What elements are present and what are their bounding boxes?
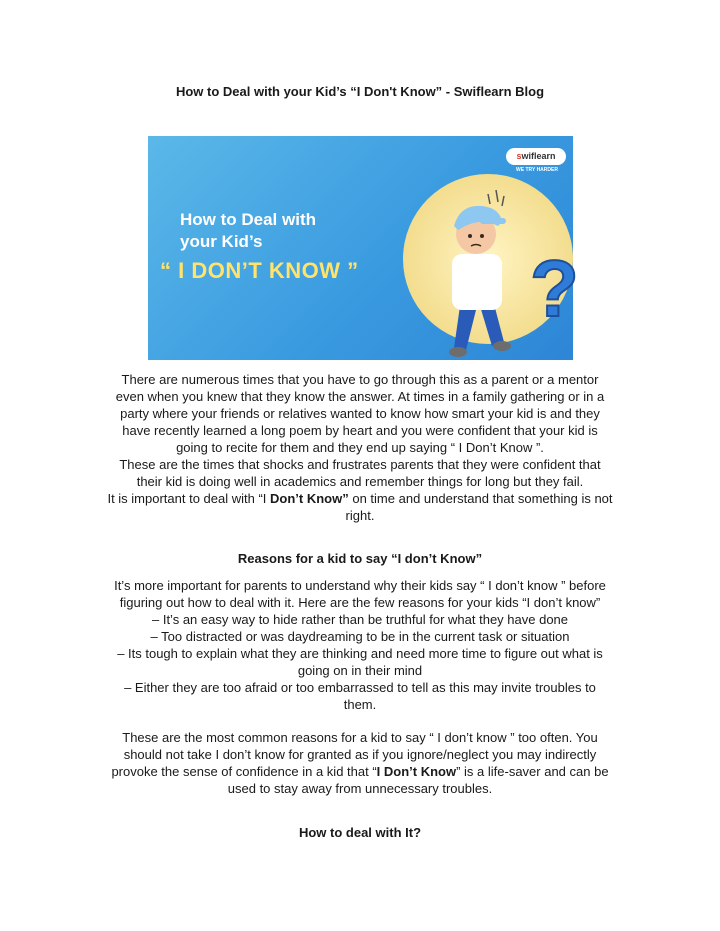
confused-kid-illustration xyxy=(420,186,579,360)
banner-headline-line2: your Kid’s xyxy=(180,232,263,251)
intro-paragraph: There are numerous times that you have to go through this as a parent or a mentor even when you knew that they know the answer. At times in a family gathering or in a party where your friends or relatives wanted to know how smart your kid is and they have recently learned a long poem by heart and you were confident that your kid is going to recite for them and they end up saying “ I Don’t Know ”. These are the times that shocks and frustrates parents that they were confident that their kid is doing well in academics and remember things for long but they fail. It is important to deal with “I Don’t Know” on time and understand that something is not right. xyxy=(107,372,613,523)
page-title: How to Deal with your Kid’s “I Don't Know” - Swiflearn Blog xyxy=(175,84,545,99)
swiflearn-logo: swiflearn xyxy=(506,148,566,165)
bold-phrase: I Don’t Know xyxy=(376,764,457,779)
section-heading-how-to-deal: How to deal with It? xyxy=(298,825,422,840)
common-reasons-paragraph: These are the most common reasons for a kid to say “ I don’t know ” too often. You should not take I don’t know for granted as if you ignore/neglect you may indirectly provoke the sense of confidence in a kid that “I Don’t Know” is a life-saver and can be used to stay away from unnecessary troubles. xyxy=(111,730,609,796)
section-heading-reasons: Reasons for a kid to say “I don’t Know” xyxy=(237,551,483,566)
banner-headline-line1: How to Deal with xyxy=(180,210,316,229)
bold-phrase: Don’t Know” xyxy=(270,491,349,506)
banner-headline-line3: “ I DON’T KNOW ” xyxy=(160,258,359,283)
question-mark-icon: ? xyxy=(530,244,579,333)
blog-banner-image xyxy=(148,136,579,360)
logo-tagline: WE TRY HARDER xyxy=(516,167,558,173)
reasons-paragraph: It’s more important for parents to understand why their kids say “ I don’t know ” before figuring out how to deal with it. Here are the few reasons for your kids “I don’t know” – It’s an easy way to hide rather than be truthful for what they have done – Too distracted or was daydreaming to be in the current task or situation – Its tough to explain what they are thinking and need more time to figure out what is going on in their mind – Either they are too afraid or too embarrassed to tell as this may invite troubles to them. xyxy=(114,578,606,712)
